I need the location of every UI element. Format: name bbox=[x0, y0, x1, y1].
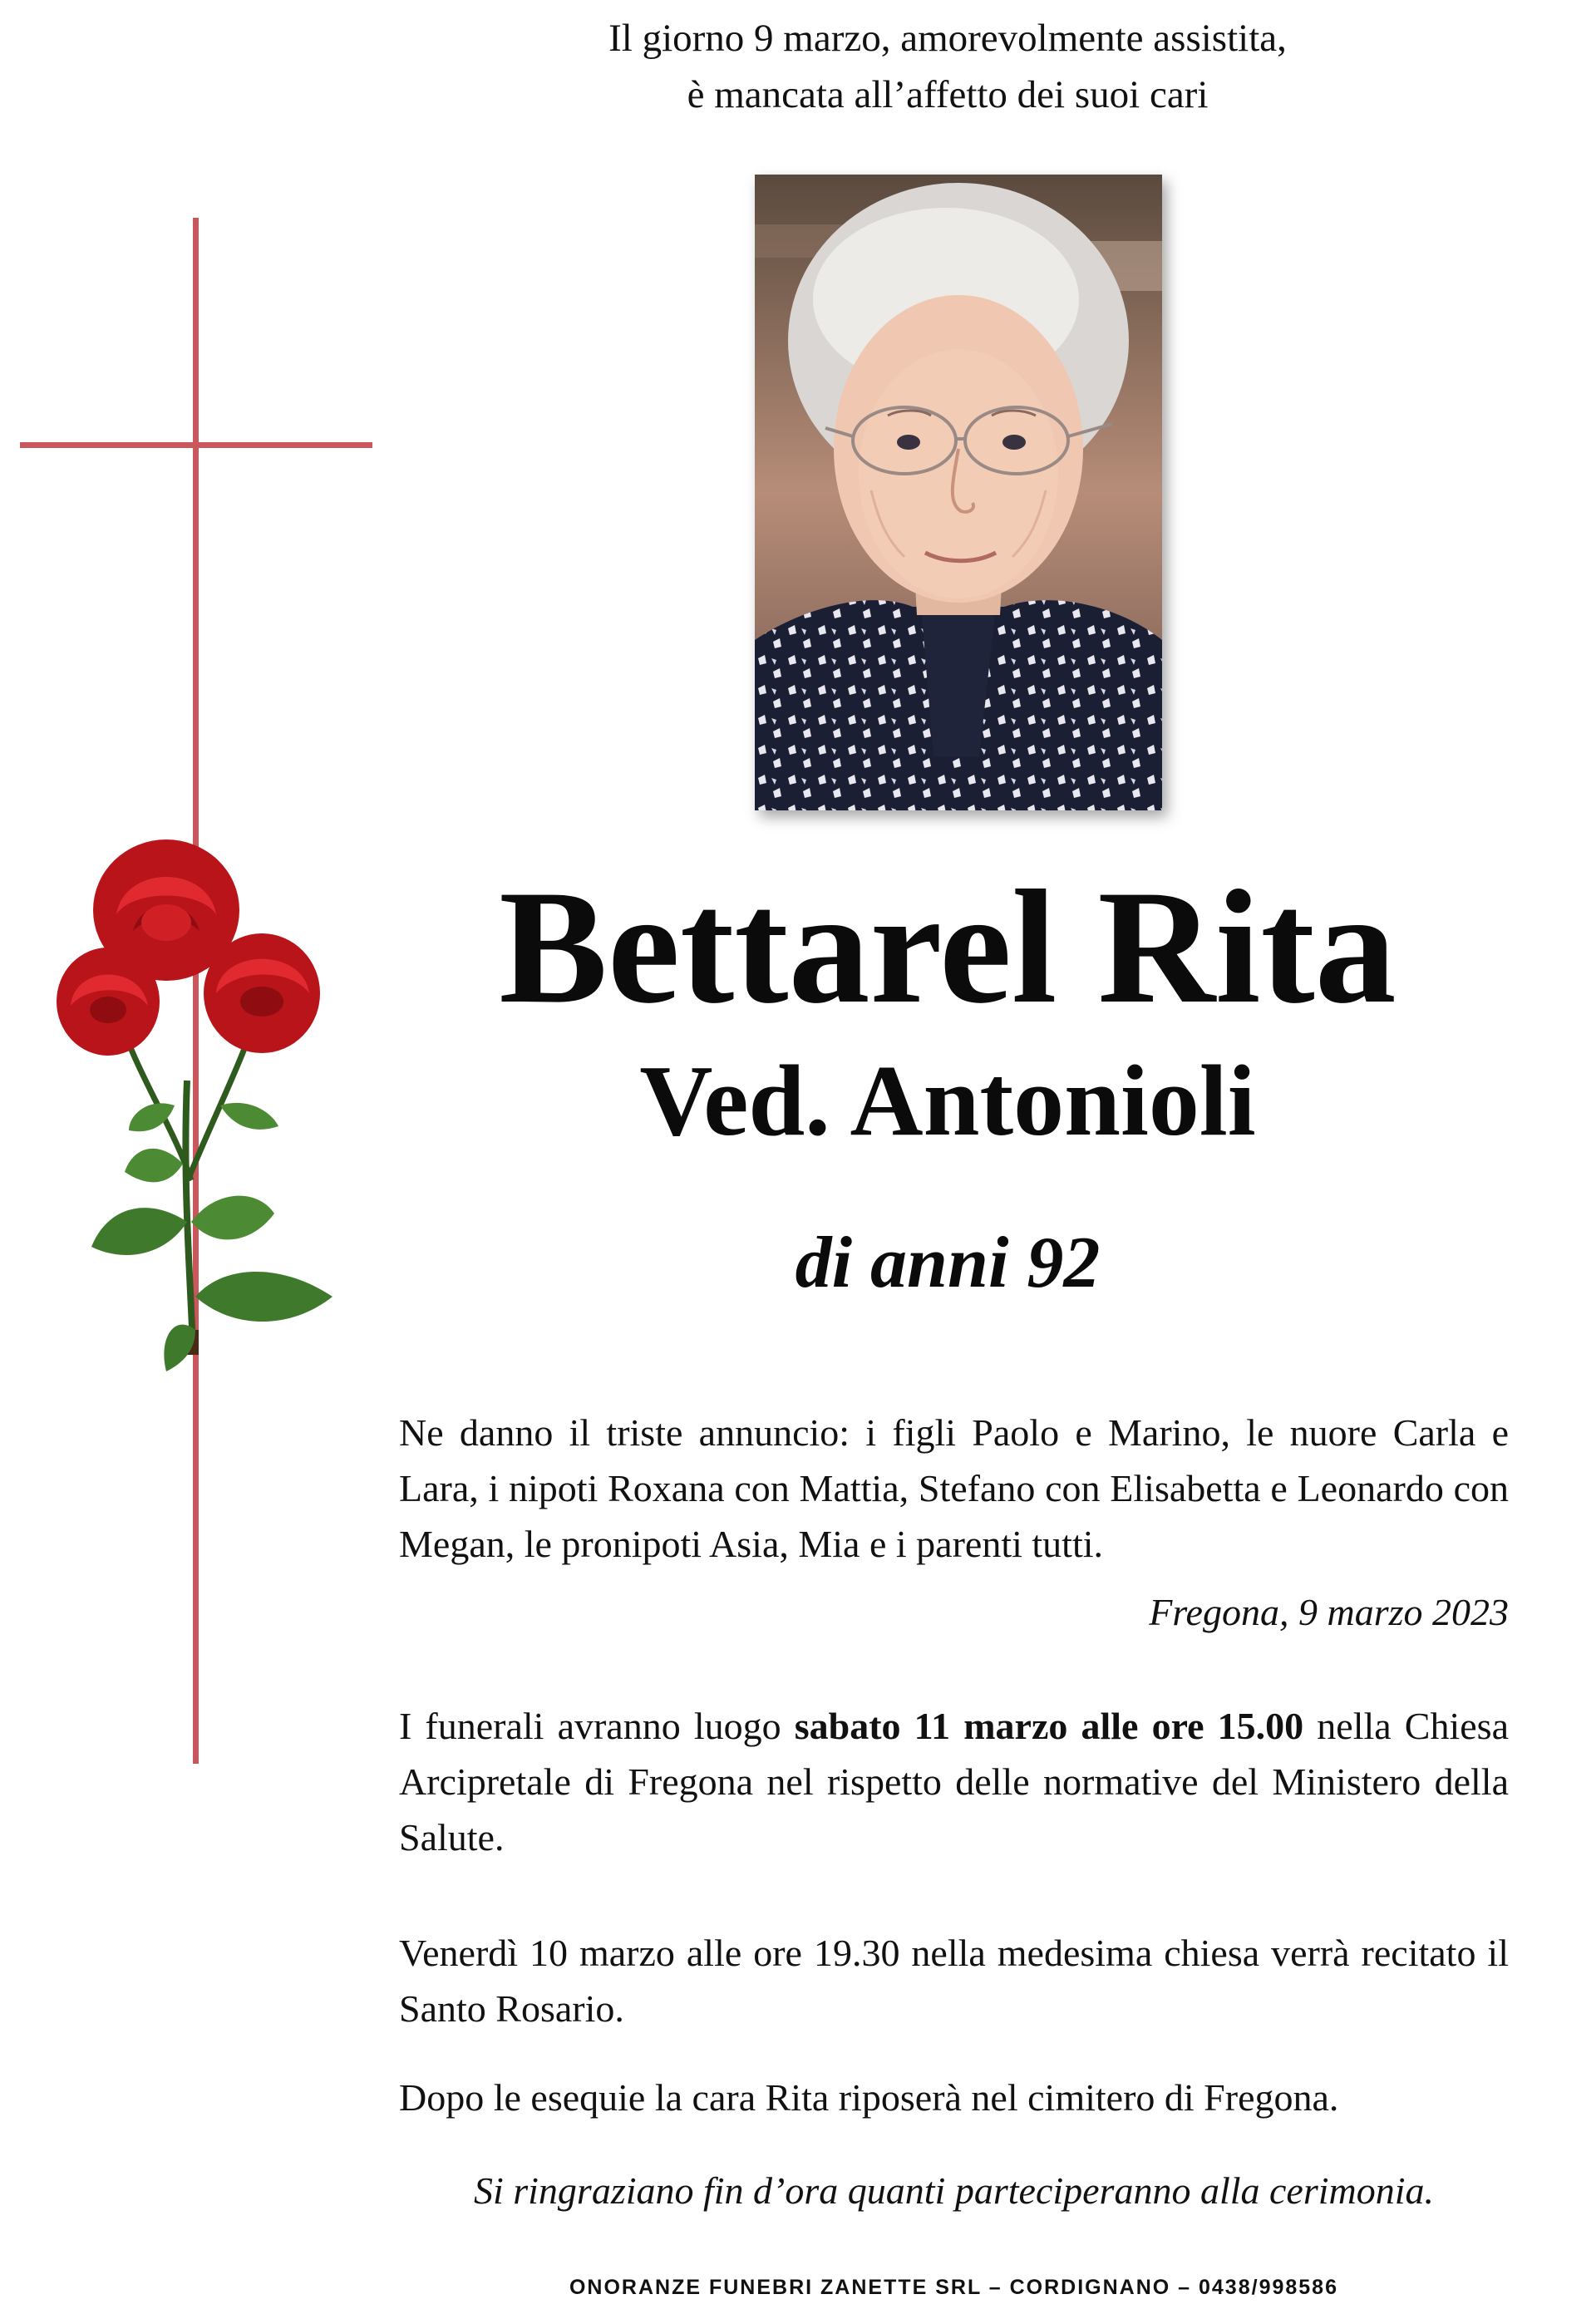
age-line: di anni 92 bbox=[795, 1223, 1101, 1303]
deceased-name: Bettarel Rita bbox=[499, 857, 1396, 1037]
funeral-text-after: nella Chiesa Arcipretale di Fregona nel rispetto delle normative del Ministero della Salute. bbox=[399, 1705, 1509, 1858]
thanks-line: Si ringraziano fin d’ora quanti parteciperanno alla cerimonia. bbox=[473, 2169, 1435, 2212]
burial-paragraph: Dopo le esequie la cara Rita riposerà nel cimitero di Fregona. bbox=[399, 2076, 1339, 2119]
funeral-home-footer: ONORANZE FUNEBRI ZANETTE SRL – CORDIGNANO – 0438/998586 bbox=[569, 2276, 1338, 2299]
funeral-date-time: sabato 11 marzo alle ore 15.00 bbox=[794, 1705, 1304, 1747]
intro-line-1: Il giorno 9 marzo, amorevolmente assistita, bbox=[608, 17, 1287, 60]
place-date: Fregona, 9 marzo 2023 bbox=[1149, 1591, 1509, 1633]
widow-of-line: Ved. Antonioli bbox=[639, 1045, 1256, 1157]
portrait-photo bbox=[755, 175, 1162, 810]
rosary-paragraph: Venerdì 10 marzo alle ore 19.30 nella medesima chiesa verrà recitato il Santo Rosario. bbox=[399, 1932, 1509, 2030]
roses-icon bbox=[50, 831, 349, 1396]
announcement-paragraph: Ne danno il triste annuncio: i figli Paolo e Marino, le nuore Carla e Lara, i nipoti Roxana con Mattia, Stefano con Elisabetta e Leonardo con Megan, le pronipoti Asia, Mia e i parenti tutti. bbox=[399, 1411, 1509, 1565]
intro-text bbox=[399, 10, 1496, 123]
funeral-text-before: I funerali avranno luogo bbox=[399, 1705, 795, 1747]
intro-line-2: è mancata all’affetto dei suoi cari bbox=[687, 73, 1209, 116]
cross-bar-icon bbox=[20, 442, 372, 448]
funeral-paragraph bbox=[399, 1698, 1509, 1865]
